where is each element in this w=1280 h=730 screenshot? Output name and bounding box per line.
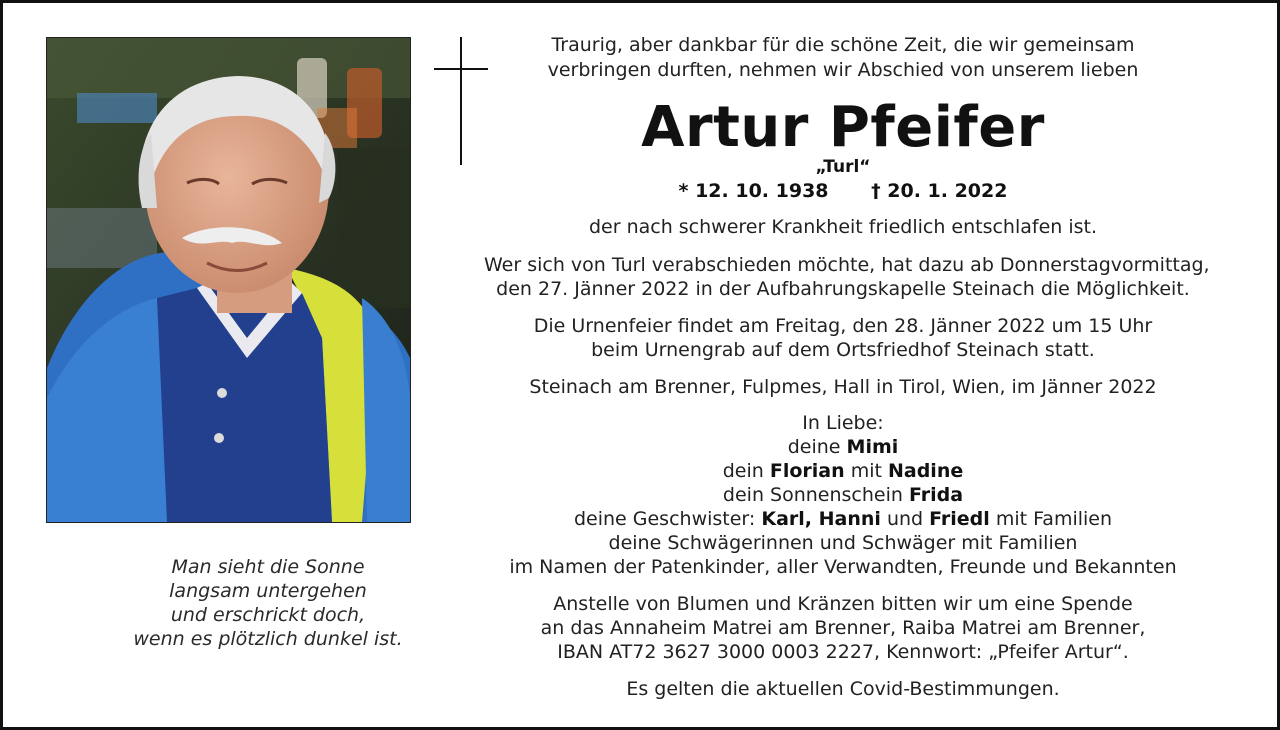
poem-line: langsam untergehen xyxy=(169,580,367,602)
mourner-line: dein Florian mit Nadine xyxy=(722,460,964,482)
ceremony-line: Die Urnenfeier findet am Freitag, den 28. Jänner 2022 um 15 Uhr xyxy=(533,315,1153,337)
death-date: † 20. 1. 2022 xyxy=(871,180,1008,202)
farewell-line: den 27. Jänner 2022 in der Aufbahrungskapelle Steinach die Möglichkeit. xyxy=(496,278,1190,300)
mourner-line: dein Sonnenschein Frida xyxy=(722,484,964,506)
mourner-line: deine Mimi xyxy=(787,436,899,458)
poem-line: Man sieht die Sonne xyxy=(171,556,365,578)
place-date: Steinach am Brenner, Fulpmes, Hall in Tirol, Wien, im Jänner 2022 xyxy=(529,376,1157,398)
mourner-line: deine Schwägerinnen und Schwäger mit Familien xyxy=(608,532,1078,554)
intro-line: verbringen durften, nehmen wir Abschied von unserem lieben xyxy=(547,59,1139,81)
ceremony-line: beim Urnengrab auf dem Ortsfriedhof Steinach statt. xyxy=(591,339,1095,361)
donation-line: an das Annaheim Matrei am Brenner, Raiba Matrei am Brenner, xyxy=(540,617,1146,639)
donation-line: Anstelle von Blumen und Kränzen bitten wir um eine Spende xyxy=(553,593,1133,615)
cross-icon xyxy=(434,37,488,165)
life-dates xyxy=(484,179,1202,203)
mourner-line: im Namen der Patenkinder, aller Verwandten, Freunde und Bekannten xyxy=(509,556,1177,578)
intro-line: Traurig, aber dankbar für die schöne Zeit, die wir gemeinsam xyxy=(551,34,1135,56)
portrait-photo xyxy=(46,37,411,523)
mourners-heading: In Liebe: xyxy=(802,412,884,434)
deceased-name: Artur Pfeifer xyxy=(641,95,1045,160)
covid-notice: Es gelten die aktuellen Covid-Bestimmungen. xyxy=(626,678,1060,700)
birth-date: * 12. 10. 1938 xyxy=(678,180,829,202)
farewell-line: Wer sich von Turl verabschieden möchte, hat dazu ab Donnerstagvormittag, xyxy=(484,254,1210,276)
poem-line: und erschrickt doch, xyxy=(170,604,366,626)
passing-text: der nach schwerer Krankheit friedlich entschlafen ist. xyxy=(588,216,1098,238)
deceased-nickname: „Turl“ xyxy=(815,157,871,177)
mourner-line: deine Geschwister: Karl, Hanni und Friedl mit Familien xyxy=(573,508,1113,530)
donation-line: IBAN AT72 3627 3000 0003 2227, Kennwort: „Pfeifer Artur“. xyxy=(557,641,1129,663)
poem xyxy=(40,555,496,651)
poem-line: wenn es plötzlich dunkel ist. xyxy=(133,628,403,650)
